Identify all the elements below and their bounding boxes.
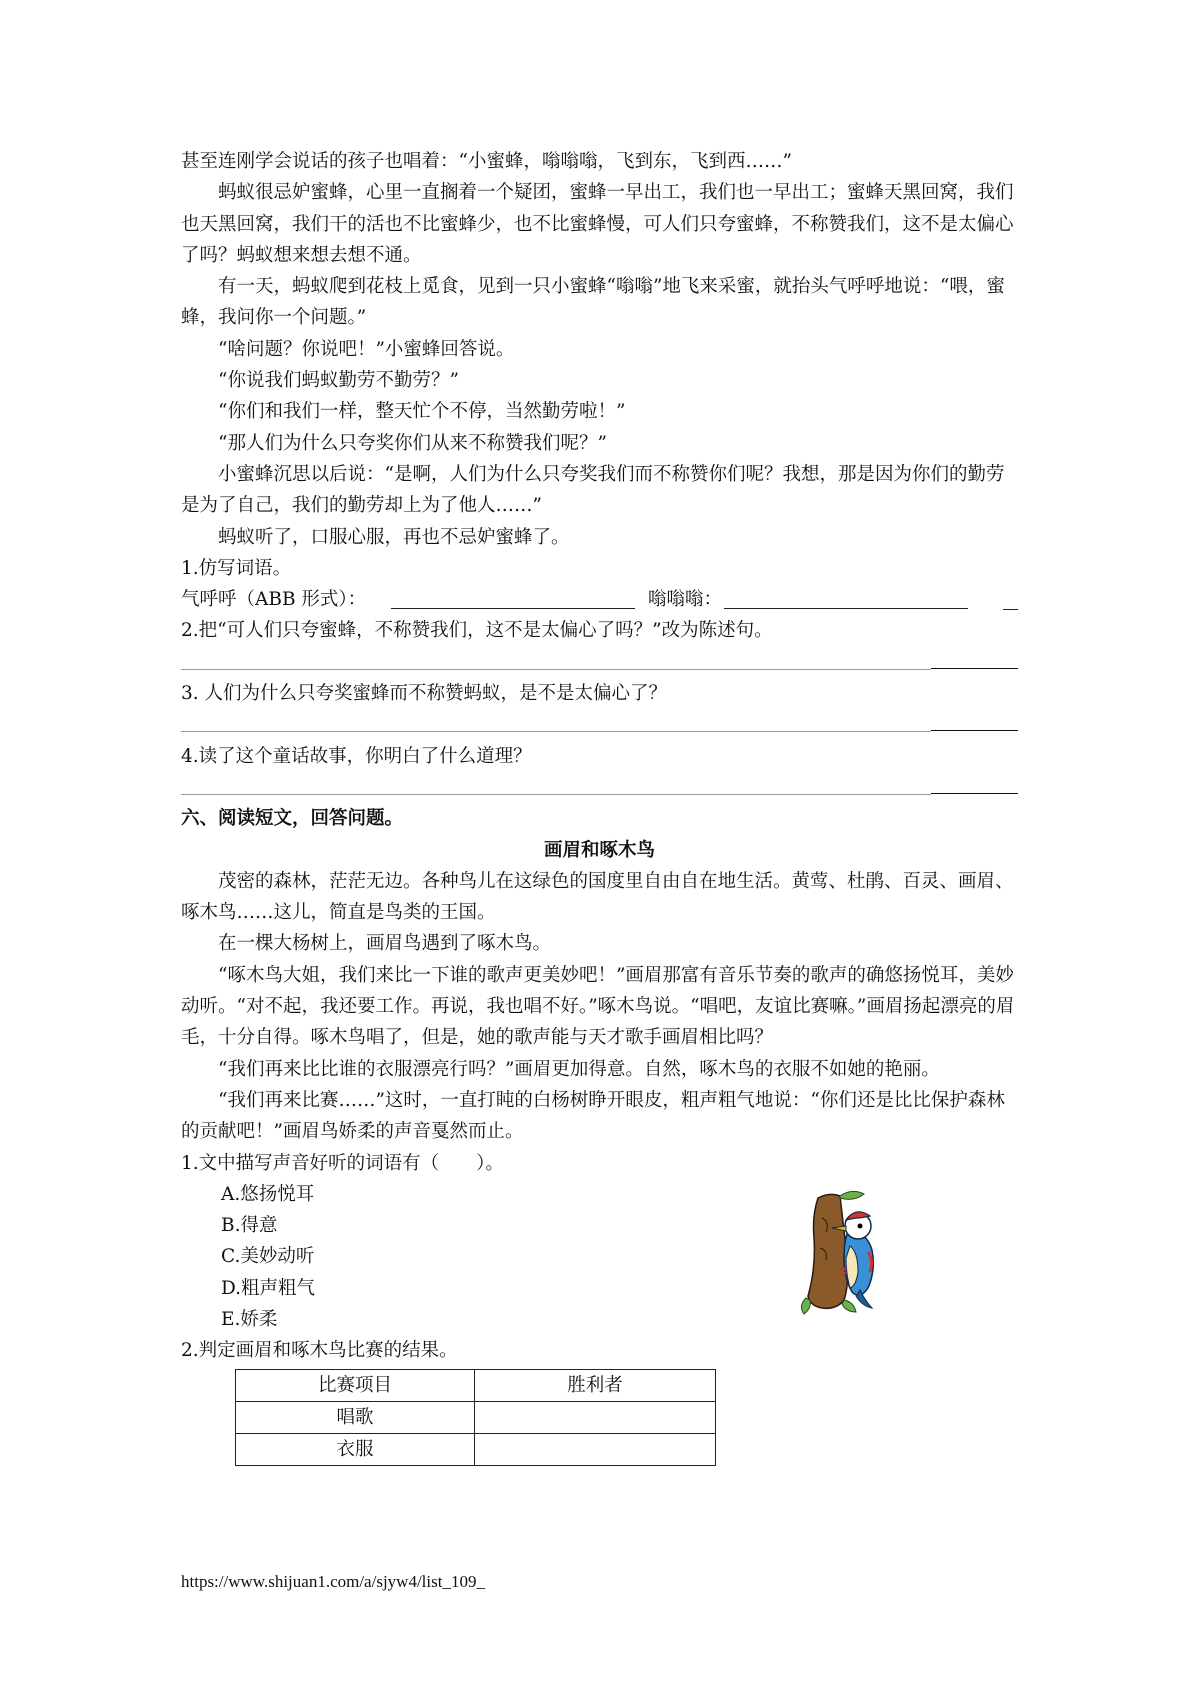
answer-cell[interactable]	[475, 1401, 716, 1433]
table-row	[236, 1401, 716, 1433]
paragraph: “我们再来比赛……”这时，一直打盹的白杨树睁开眼皮，粗声粗气地说：“你们还是比比保护森林的贡献吧！”画眉鸟娇柔的声音戛然而止。	[181, 1089, 1005, 1143]
paragraph: 茂密的森林，茫茫无边。各种鸟儿在这绿色的国度里自由自在地生活。黄莺、杜鹃、百灵、画眉、啄木鸟……这儿，简直是鸟类的王国。	[181, 870, 1014, 924]
question-4: 4.读了这个童话故事，你明白了什么道理？	[181, 745, 532, 767]
option-e[interactable]: E.娇柔	[221, 1308, 278, 1330]
table-cell: 唱歌	[236, 1401, 475, 1433]
table-row	[236, 1434, 716, 1466]
fill-label-abb: 气呼呼（ABB 形式）：	[181, 589, 367, 611]
fill-label-wengwengweng: 嗡嗡嗡：	[648, 589, 723, 611]
section-heading: 六、阅读短文，回答问题。	[181, 808, 404, 830]
woodpecker-icon	[800, 1188, 900, 1318]
table-cell: 衣服	[236, 1434, 475, 1466]
answer-blank-wengwengweng[interactable]	[724, 608, 968, 609]
result-table	[235, 1369, 716, 1467]
question-6-1: 1.文中描写声音好听的词语有（ ）。	[181, 1152, 504, 1174]
paragraph: 甚至连刚学会说话的孩子也唱着：“小蜜蜂，嗡嗡嗡，飞到东，飞到西……”	[181, 151, 792, 172]
answer-line-3[interactable]	[181, 709, 1018, 740]
option-c[interactable]: C.美妙动听	[221, 1246, 315, 1268]
answer-line-4[interactable]	[181, 772, 1018, 803]
answer-line-2[interactable]	[181, 647, 1018, 678]
option-b[interactable]: B.得意	[221, 1215, 278, 1237]
table-header: 胜利者	[475, 1369, 716, 1401]
paragraph: 蚂蚁很忌妒蜜蜂，心里一直搁着一个疑团，蜜蜂一早出工，我们也一早出工；蜜蜂天黑回窝，我们也天黑回窝，我们干的活也不比蜜蜂少，也不比蜜蜂慢，可人们只夸蜜蜂，不称赞我们，这不是太偏心了吗？蚂蚁想来想去想不通。	[181, 182, 1014, 266]
question-6-2: 2.判定画眉和啄木鸟比赛的结果。	[181, 1340, 458, 1362]
paragraph: “啄木鸟大姐，我们来比一下谁的歌声更美妙吧！”画眉那富有音乐节奏的歌声的确悠扬悦耳，美妙动听。“对不起，我还要工作。再说，我也唱不好。”啄木鸟说。“唱吧，友谊比赛嘛。”画眉扬起漂亮的眉毛，十分自得。啄木鸟唱了，但是，她的歌声能与天才歌手画眉相比吗？	[181, 964, 1015, 1049]
answer-blank-tail	[1003, 609, 1018, 610]
option-a[interactable]: A.悠扬悦耳	[221, 1183, 315, 1205]
story-title: 画眉和啄木鸟	[543, 839, 655, 861]
table-header-row	[236, 1369, 716, 1401]
paragraph: “那人们为什么只夸奖你们从来不称赞我们呢？”	[218, 432, 607, 454]
paragraph: 蚂蚁听了，口服心服，再也不忌妒蜜蜂了。	[218, 526, 570, 548]
table-header: 比赛项目	[236, 1369, 475, 1401]
question-1: 1.仿写词语。	[181, 557, 292, 579]
paragraph: “啥问题？你说吧！”小蜜蜂回答说。	[218, 338, 515, 360]
option-d[interactable]: D.粗声粗气	[221, 1277, 316, 1299]
paragraph: 小蜜蜂沉思以后说：“是啊，人们为什么只夸奖我们而不称赞你们呢？我想，那是因为你们的勤劳是为了自己，我们的勤劳却上为了他人……”	[181, 463, 1005, 517]
footer-url[interactable]: https://www.shijuan1.com/a/sjyw4/list_109_	[181, 1572, 485, 1591]
paragraph: “你说我们蚂蚁勤劳不勤劳？”	[218, 370, 459, 392]
answer-cell[interactable]	[475, 1434, 716, 1466]
answer-blank-abb[interactable]	[391, 608, 635, 609]
paragraph: “我们再来比比谁的衣服漂亮行吗？”画眉更加得意。自然，啄木鸟的衣服不如她的艳丽。	[218, 1058, 940, 1080]
question-3: 3. 人们为什么只夸奖蜜蜂而不称赞蚂蚁，是不是太偏心了？	[181, 683, 668, 705]
paragraph: “你们和我们一样，整天忙个不停，当然勤劳啦！”	[218, 401, 626, 423]
paragraph: 有一天，蚂蚁爬到花枝上觅食，见到一只小蜜蜂“嗡嗡”地飞来采蜜，就抬头气呼呼地说：“喂，蜜蜂，我问你一个问题。”	[181, 276, 1005, 329]
paragraph: 在一棵大杨树上，画眉鸟遇到了啄木鸟。	[218, 933, 552, 955]
question-1-fill-row	[181, 584, 1018, 615]
question-2: 2.把“可人们只夸蜜蜂，不称赞我们，这不是太偏心了吗？”改为陈述句。	[181, 620, 773, 642]
